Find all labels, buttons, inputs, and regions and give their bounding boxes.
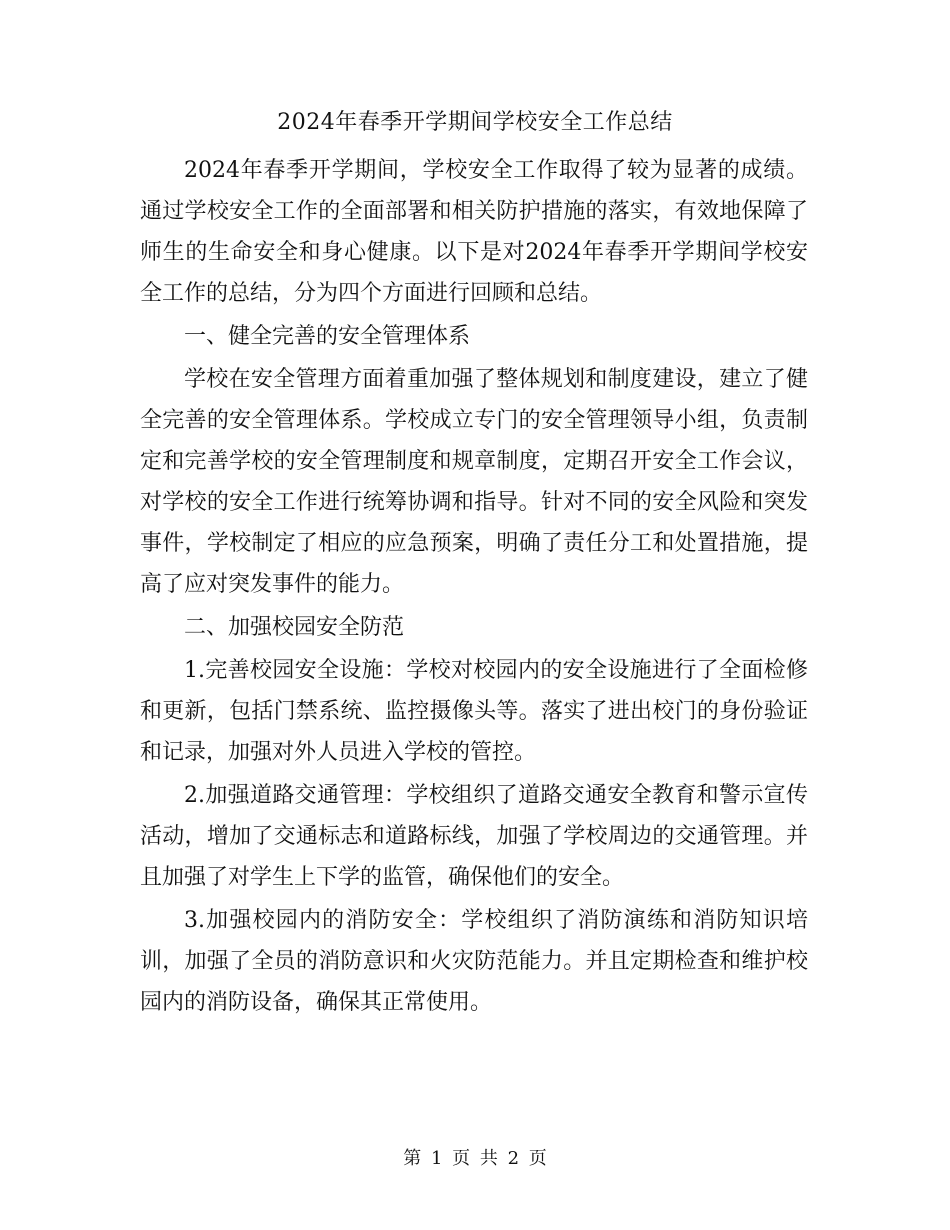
intro-paragraph: 2024年春季开学期间，学校安全工作取得了较为显著的成绩。通过学校安全工作的全面部署和相关防护措施的落实，有效地保障了师生的生命安全和身心健康。以下是对2024年春季开学期间学校安全工作的总结，分为四个方面进行回顾和总结。 [140,158,808,306]
section-2-item-1: 1.完善校园安全设施：学校对校园内的安全设施进行了全面检修和更新，包括门禁系统、监控摄像头等。落实了进出校门的身份验证和记录，加强对外人员进入学校的管控。 [140,658,808,765]
document-title: 2024年春季开学期间学校安全工作总结 [277,110,673,135]
section-1-paragraph: 学校在安全管理方面着重加强了整体规划和制度建设，建立了健全完善的安全管理体系。学校成立专门的安全管理领导小组，负责制定和完善学校的安全管理制度和规章制度，定期召开安全工作会议，对学校的安全工作进行统筹协调和指导。针对不同的安全风险和突发事件，学校制定了相应的应急预案，明确了责任分工和处置措施，提高了应对突发事件的能力。 [140,367,808,597]
section-2-item-2: 2.加强道路交通管理：学校组织了道路交通安全教育和警示宣传活动，增加了交通标志和道路标线，加强了学校周边的交通管理。并且加强了对学生上下学的监管，确保他们的安全。 [140,783,808,890]
page-footer: 第 1 页 共 2 页 [403,1148,547,1169]
section-heading-2: 二、加强校园安全防范 [184,615,405,640]
section-heading-1: 一、健全完善的安全管理体系 [184,324,471,349]
section-2-item-3: 3.加强校园内的消防安全：学校组织了消防演练和消防知识培训，加强了全员的消防意识和火灾防范能力。并且定期检查和维护校园内的消防设备，确保其正常使用。 [140,908,808,1015]
document-body [140,150,808,1025]
